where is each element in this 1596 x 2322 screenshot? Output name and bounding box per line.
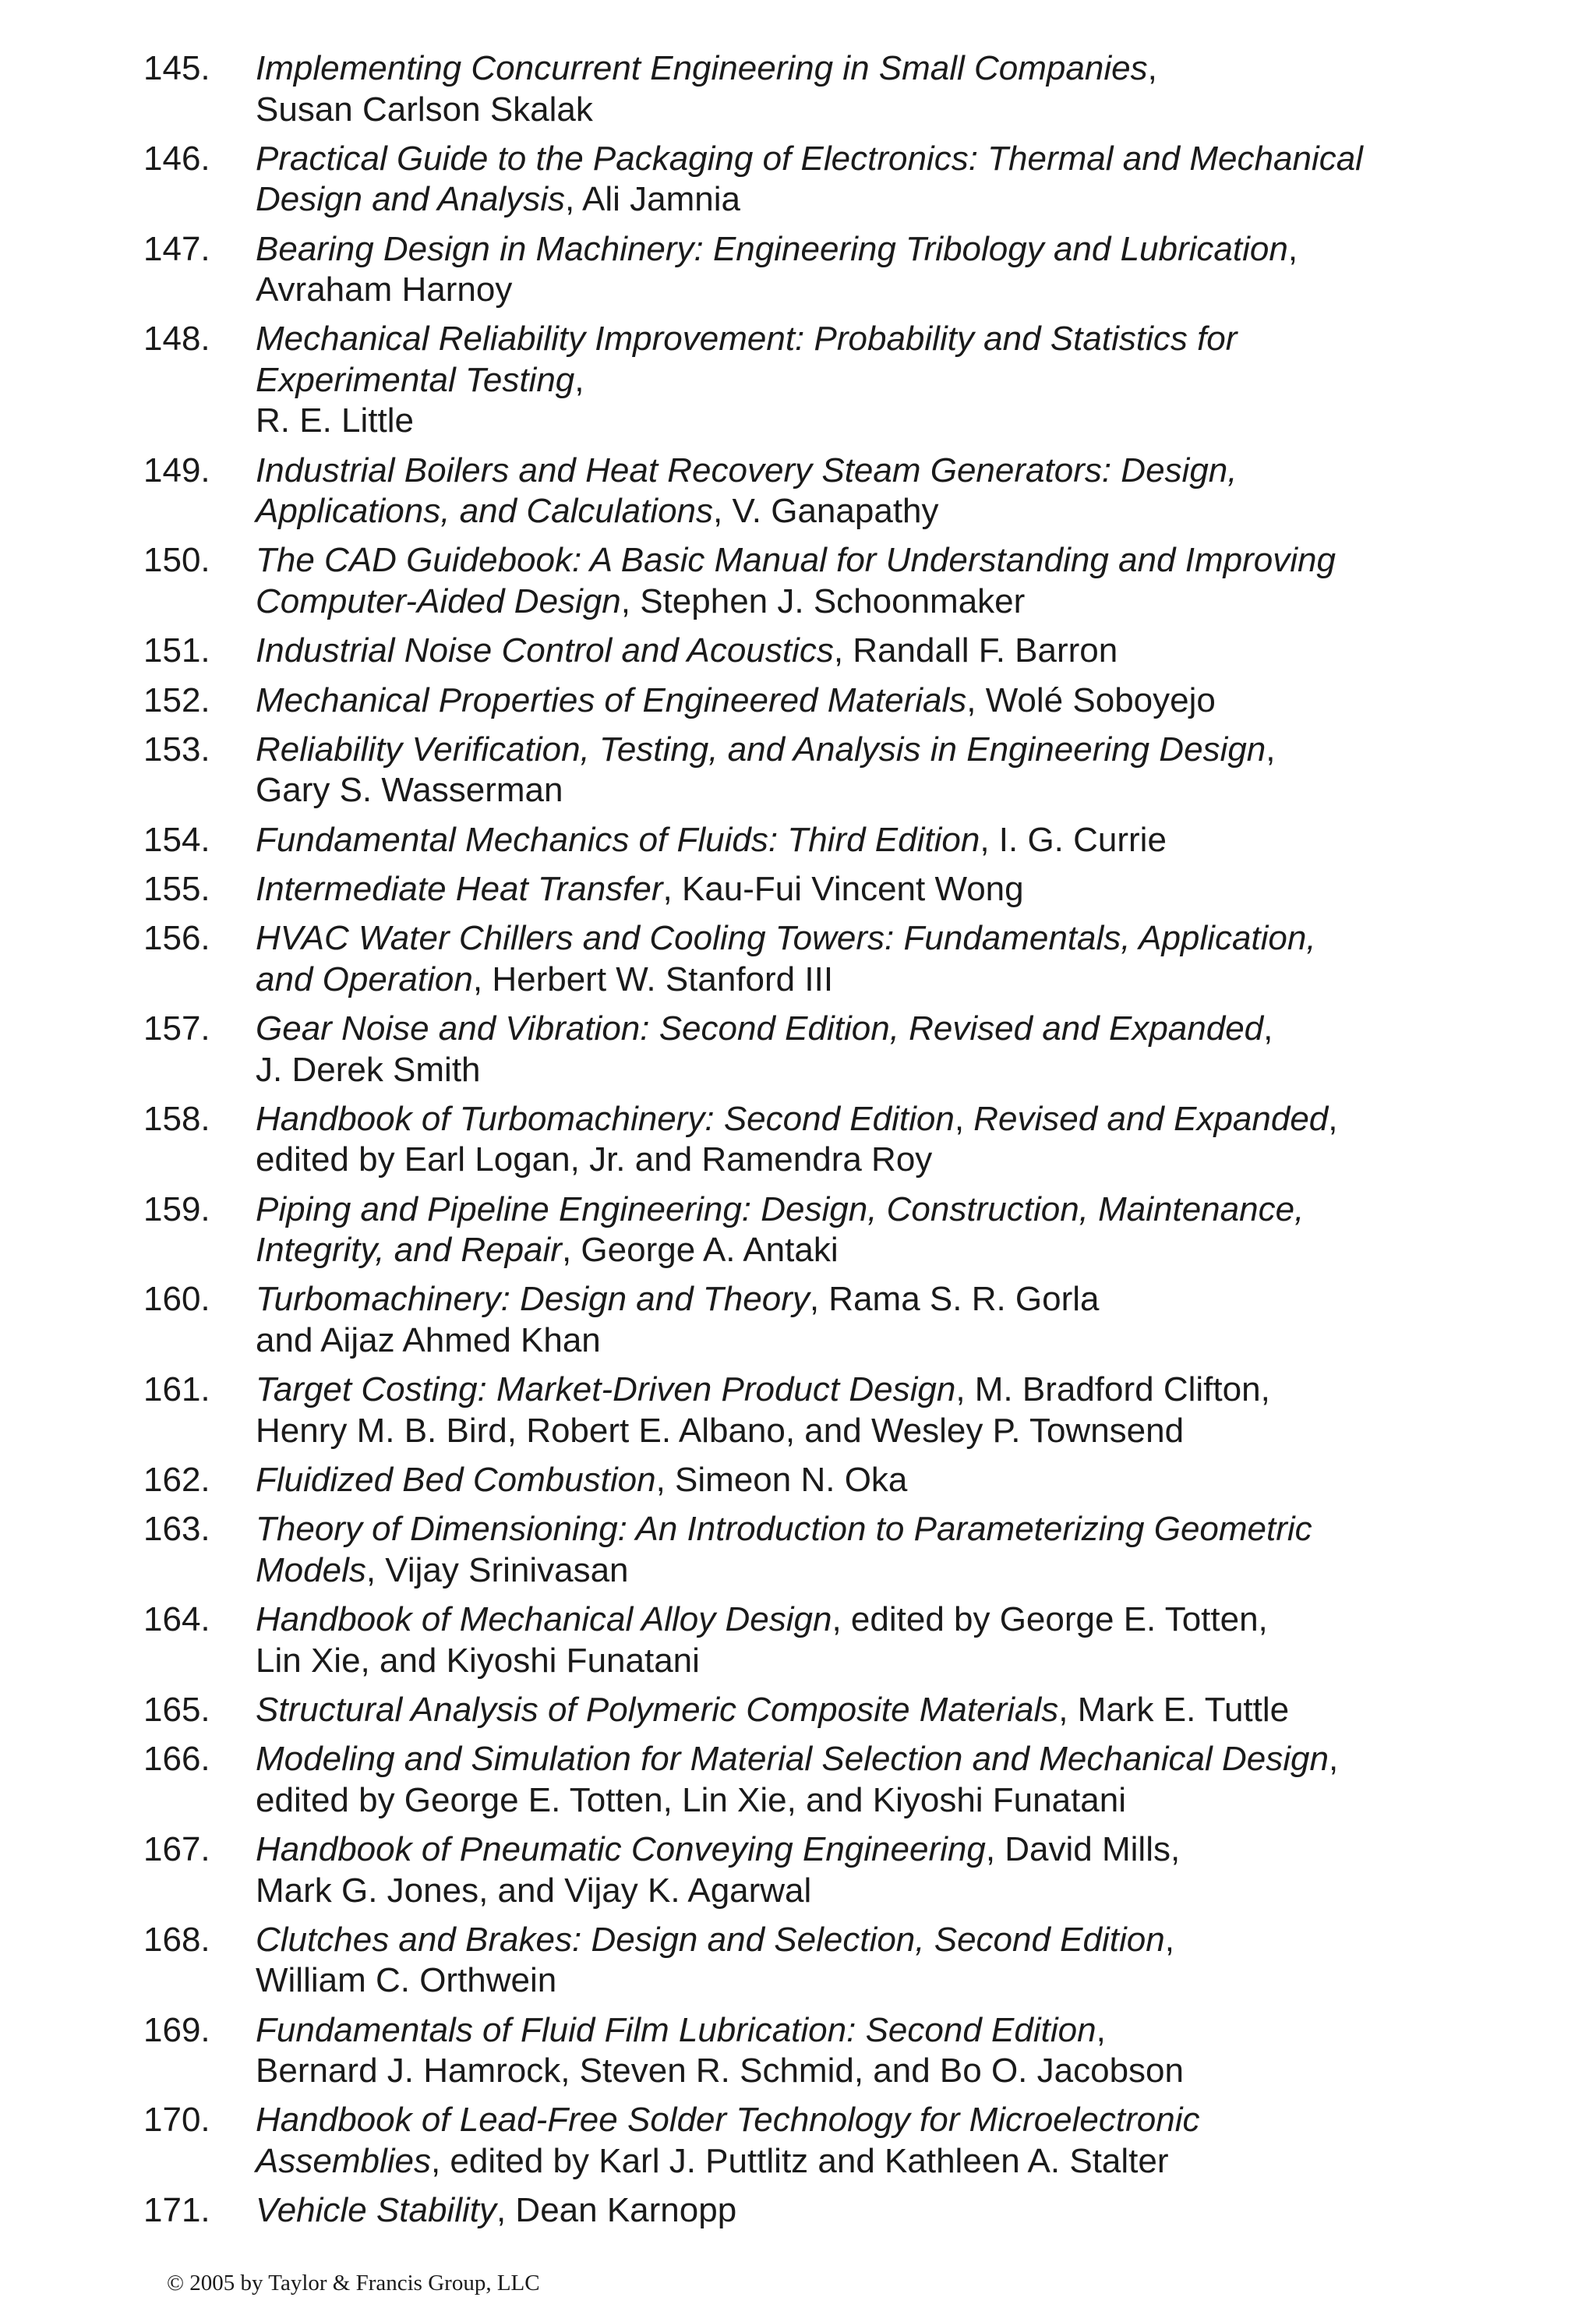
entry-line bbox=[256, 401, 1468, 442]
author-text: , V. Ganapathy bbox=[713, 492, 939, 531]
entry-line bbox=[256, 1230, 1468, 1271]
author-text: , bbox=[1328, 1099, 1338, 1138]
book-title: Piping and Pipeline Engineering: Design, Construction, Maintenance, bbox=[256, 1189, 1305, 1228]
book-title: Design and Analysis bbox=[256, 180, 566, 219]
book-title: Bearing Design in Machinery: Engineering Tribology and Lubrication bbox=[256, 229, 1288, 268]
author-text: , Vijay Srinivasan bbox=[365, 1550, 629, 1589]
book-title: Theory of Dimensioning: An Introduction to Parameterizing Geometric bbox=[256, 1510, 1312, 1549]
item-number: 150. bbox=[143, 541, 210, 580]
author-text: edited by Earl Logan, Jr. and Ramendra Roy bbox=[256, 1140, 933, 1179]
item-number: 151. bbox=[143, 631, 210, 670]
item-number: 145. bbox=[143, 49, 210, 87]
book-title: and Operation bbox=[256, 960, 473, 998]
entry-line bbox=[256, 1739, 1468, 1780]
author-text: , George A. Antaki bbox=[561, 1231, 839, 1270]
book-title: Industrial Noise Control and Acoustics bbox=[256, 631, 834, 670]
book-title: Implementing Concurrent Engineering in Small Companies bbox=[256, 49, 1148, 87]
list-item bbox=[143, 2190, 1468, 2232]
item-number: 156. bbox=[143, 919, 210, 958]
author-text: , bbox=[1287, 229, 1298, 268]
list-item bbox=[143, 1370, 1468, 1451]
author-text: , edited by George E. Totten, bbox=[832, 1600, 1268, 1639]
entry-line bbox=[256, 960, 1468, 1001]
list-item bbox=[143, 1099, 1468, 1181]
author-text: Bernard J. Hamrock, Steven R. Schmid, and Bo O. Jacobson bbox=[256, 2052, 1184, 2091]
entry-line bbox=[256, 319, 1468, 360]
entry-line bbox=[256, 1411, 1468, 1452]
book-title: Fundamentals of Fluid Film Lubrication: Second Edition bbox=[256, 2010, 1096, 2049]
entry-line bbox=[256, 869, 1468, 910]
author-text: , Mark E. Tuttle bbox=[1058, 1690, 1290, 1729]
list-item bbox=[143, 680, 1468, 722]
book-title: Turbomachinery: Design and Theory bbox=[256, 1280, 810, 1319]
entry-line bbox=[256, 139, 1468, 180]
entry-line bbox=[256, 1099, 1468, 1140]
book-title: Modeling and Simulation for Material Selection and Mechanical Design bbox=[256, 1740, 1329, 1779]
item-number: 153. bbox=[143, 730, 210, 769]
entry-line bbox=[256, 229, 1468, 270]
book-title: Mechanical Reliability Improvement: Probability and Statistics for bbox=[256, 320, 1238, 359]
book-title: Fundamental Mechanics of Fluids: Third Edition bbox=[256, 820, 980, 859]
list-item bbox=[143, 869, 1468, 910]
author-text: , bbox=[1263, 1009, 1273, 1048]
entry-line bbox=[256, 1509, 1468, 1550]
item-number: 155. bbox=[143, 869, 210, 908]
book-title: Assemblies bbox=[256, 2141, 431, 2180]
author-text: , Kau-Fui Vincent Wong bbox=[662, 869, 1024, 908]
entry-line bbox=[256, 1780, 1468, 1822]
book-title: Industrial Boilers and Heat Recovery Steam Generators: Design, bbox=[256, 451, 1238, 489]
item-number: 147. bbox=[143, 229, 210, 268]
item-number: 158. bbox=[143, 1099, 210, 1138]
list-item bbox=[143, 319, 1468, 442]
author-text: , bbox=[1164, 1920, 1174, 1959]
item-number: 162. bbox=[143, 1461, 210, 1500]
item-number: 160. bbox=[143, 1280, 210, 1319]
entry-line bbox=[256, 2010, 1468, 2052]
author-text: , Randall F. Barron bbox=[833, 631, 1118, 670]
entry-line bbox=[256, 491, 1468, 532]
entry-line bbox=[256, 581, 1468, 623]
entry-line bbox=[256, 918, 1468, 960]
author-text: , bbox=[1328, 1740, 1339, 1779]
list-item bbox=[143, 540, 1468, 622]
list-item bbox=[143, 631, 1468, 672]
author-text: R. E. Little bbox=[256, 401, 414, 440]
entry-line bbox=[256, 1189, 1468, 1231]
item-number: 157. bbox=[143, 1009, 210, 1048]
book-title: Gear Noise and Vibration: Second Edition, Revised and Expanded bbox=[256, 1009, 1264, 1048]
author-text: Susan Carlson Skalak bbox=[256, 90, 593, 129]
item-number: 163. bbox=[143, 1510, 210, 1549]
author-text: , edited by Karl J. Puttlitz and Kathleen A. Stalter bbox=[430, 2141, 1169, 2180]
item-number: 161. bbox=[143, 1370, 210, 1409]
author-text: , bbox=[574, 360, 584, 399]
book-title: Reliability Verification, Testing, and Analysis in Engineering Design bbox=[256, 730, 1266, 769]
list-item bbox=[143, 451, 1468, 532]
list-item bbox=[143, 1599, 1468, 1681]
item-number: 168. bbox=[143, 1920, 210, 1959]
entry-line bbox=[256, 1599, 1468, 1641]
copyright-notice: © 2005 by Taylor & Francis Group, LLC bbox=[167, 2271, 540, 2295]
author-text: , Dean Karnopp bbox=[496, 2191, 737, 2230]
item-number: 166. bbox=[143, 1740, 210, 1779]
author-text: Mark G. Jones, and Vijay K. Agarwal bbox=[256, 1871, 812, 1910]
list-item bbox=[143, 1189, 1468, 1271]
entry-line bbox=[256, 1320, 1468, 1362]
entry-line bbox=[256, 1690, 1468, 1731]
book-title: Fluidized Bed Combustion bbox=[256, 1461, 656, 1500]
entry-line bbox=[256, 1460, 1468, 1501]
entry-line bbox=[256, 451, 1468, 492]
item-number: 165. bbox=[143, 1690, 210, 1729]
book-title: Structural Analysis of Polymeric Composite Materials bbox=[256, 1690, 1059, 1729]
author-text: J. Derek Smith bbox=[256, 1050, 481, 1089]
book-title: Handbook of Turbomachinery: Second Edition bbox=[256, 1099, 955, 1138]
list-item bbox=[143, 730, 1468, 811]
item-number: 171. bbox=[143, 2191, 210, 2230]
entry-line bbox=[256, 179, 1468, 221]
entry-line bbox=[256, 1550, 1468, 1592]
author-text: , Wolé Soboyejo bbox=[966, 680, 1216, 719]
entry-line bbox=[256, 270, 1468, 311]
entry-line bbox=[256, 1920, 1468, 1961]
item-number: 152. bbox=[143, 680, 210, 719]
entry-line bbox=[256, 770, 1468, 811]
author-text: Avraham Harnoy bbox=[256, 270, 513, 309]
book-title: Target Costing: Market-Driven Product Design bbox=[256, 1370, 956, 1409]
item-number: 167. bbox=[143, 1830, 210, 1869]
author-text: , Stephen J. Schoonmaker bbox=[620, 581, 1026, 620]
item-number: 164. bbox=[143, 1600, 210, 1639]
entry-line bbox=[256, 2100, 1468, 2141]
item-number: 148. bbox=[143, 320, 210, 359]
entry-line bbox=[256, 90, 1468, 131]
list-item bbox=[143, 820, 1468, 861]
item-number: 159. bbox=[143, 1189, 210, 1228]
entry-line bbox=[256, 2190, 1468, 2232]
author-text: , Simeon N. Oka bbox=[655, 1461, 908, 1500]
book-title: Handbook of Mechanical Alloy Design bbox=[256, 1600, 832, 1639]
entry-line bbox=[256, 48, 1468, 90]
list-item bbox=[143, 139, 1468, 221]
entry-line bbox=[256, 1871, 1468, 1912]
book-title: Models bbox=[256, 1550, 366, 1589]
author-text: Gary S. Wasserman bbox=[256, 771, 563, 810]
author-text: , Ali Jamnia bbox=[565, 180, 741, 219]
author-text: William C. Orthwein bbox=[256, 1961, 557, 2000]
item-number: 149. bbox=[143, 451, 210, 489]
author-text: , M. Bradford Clifton, bbox=[955, 1370, 1270, 1409]
book-title: Intermediate Heat Transfer bbox=[256, 869, 663, 908]
item-number: 169. bbox=[143, 2010, 210, 2049]
list-item bbox=[143, 1279, 1468, 1361]
author-text: , I. G. Currie bbox=[980, 820, 1167, 859]
list-item bbox=[143, 2010, 1468, 2092]
author-text: , bbox=[954, 1099, 974, 1138]
author-text: , Rama S. R. Gorla bbox=[809, 1280, 1100, 1319]
entry-line bbox=[256, 730, 1468, 771]
entry-line bbox=[256, 2141, 1468, 2182]
list-item bbox=[143, 1920, 1468, 2002]
book-title: Handbook of Lead-Free Solder Technology for Microelectronic bbox=[256, 2101, 1200, 2140]
entry-line bbox=[256, 2051, 1468, 2092]
entry-line bbox=[256, 1829, 1468, 1871]
book-title: Mechanical Properties of Engineered Materials bbox=[256, 680, 967, 719]
book-list bbox=[143, 48, 1468, 2240]
entry-line bbox=[256, 1960, 1468, 2002]
entry-line bbox=[256, 1050, 1468, 1091]
author-text: , Herbert W. Stanford III bbox=[472, 960, 834, 998]
entry-line bbox=[256, 1279, 1468, 1320]
list-item bbox=[143, 918, 1468, 1000]
list-item bbox=[143, 1690, 1468, 1731]
author-text: , bbox=[1096, 2010, 1106, 2049]
author-text: Lin Xie, and Kiyoshi Funatani bbox=[256, 1641, 700, 1680]
author-text: edited by George E. Totten, Lin Xie, and Kiyoshi Funatani bbox=[256, 1780, 1127, 1819]
author-text: Henry M. B. Bird, Robert E. Albano, and Wesley P. Townsend bbox=[256, 1411, 1185, 1450]
book-title: Revised and Expanded bbox=[973, 1099, 1329, 1138]
book-title: Integrity, and Repair bbox=[256, 1231, 562, 1270]
book-title: Applications, and Calculations bbox=[256, 492, 714, 531]
list-item bbox=[143, 1460, 1468, 1501]
entry-line bbox=[256, 680, 1468, 722]
book-title: Vehicle Stability bbox=[256, 2191, 496, 2230]
list-item bbox=[143, 1739, 1468, 1821]
entry-line bbox=[256, 820, 1468, 861]
entry-line bbox=[256, 631, 1468, 672]
book-title: Computer-Aided Design bbox=[256, 581, 621, 620]
list-item bbox=[143, 2100, 1468, 2182]
author-text: , bbox=[1266, 730, 1276, 769]
book-title: Experimental Testing bbox=[256, 360, 575, 399]
list-item bbox=[143, 229, 1468, 311]
book-title: Clutches and Brakes: Design and Selection, Second Edition bbox=[256, 1920, 1165, 1959]
entry-line bbox=[256, 1370, 1468, 1411]
entry-line bbox=[256, 540, 1468, 581]
list-item bbox=[143, 1009, 1468, 1090]
author-text: , bbox=[1147, 49, 1157, 87]
author-text: , David Mills, bbox=[985, 1830, 1181, 1869]
item-number: 146. bbox=[143, 139, 210, 178]
item-number: 170. bbox=[143, 2101, 210, 2140]
entry-line bbox=[256, 1641, 1468, 1682]
list-item bbox=[143, 1509, 1468, 1591]
list-item bbox=[143, 1829, 1468, 1911]
entry-line bbox=[256, 1009, 1468, 1050]
author-text: and Aijaz Ahmed Khan bbox=[256, 1320, 601, 1359]
book-title: The CAD Guidebook: A Basic Manual for Understanding and Improving bbox=[256, 541, 1336, 580]
entry-line bbox=[256, 1140, 1468, 1181]
item-number: 154. bbox=[143, 820, 210, 859]
list-item bbox=[143, 48, 1468, 130]
book-title: HVAC Water Chillers and Cooling Towers: Fundamentals, Application, bbox=[256, 919, 1316, 958]
book-title: Practical Guide to the Packaging of Electronics: Thermal and Mechanical bbox=[256, 139, 1363, 178]
entry-line bbox=[256, 360, 1468, 401]
book-title: Handbook of Pneumatic Conveying Engineering bbox=[256, 1830, 986, 1869]
